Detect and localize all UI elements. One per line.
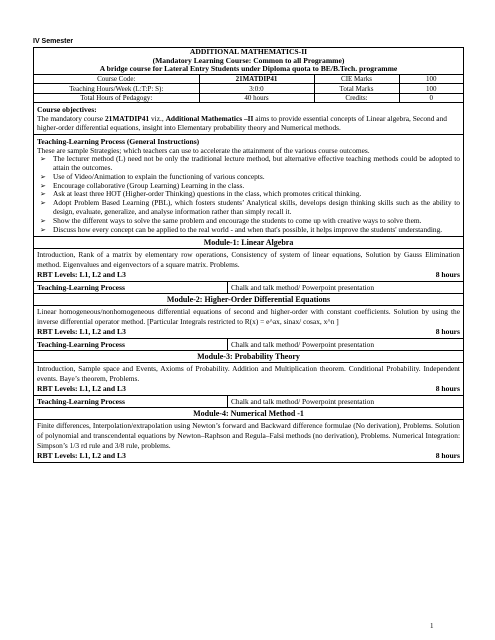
list-item — [37, 155, 460, 173]
list-item-text: The lecturer method (L) need not be only the traditional lecture method, but alternative effective teaching methods could be adopted to attain the outcomes. — [53, 154, 460, 173]
rbt-levels: RBT Levels: L1, L2 and L3 — [37, 327, 126, 337]
bullet-arrow-icon: ➢ — [40, 225, 46, 234]
rbt-levels: RBT Levels: L1, L2 and L3 — [37, 451, 126, 461]
module-tlp-row — [34, 339, 463, 351]
module-hours: 8 hours — [435, 327, 460, 337]
meta-cell: 3:0:0 — [199, 84, 314, 94]
page-number: 1 — [430, 622, 434, 630]
tlp-general-heading: Teaching-Learning Process (General Instructions) — [37, 137, 200, 147]
rbt-row — [37, 270, 460, 280]
module-title: Module-2: Higher-Order Differential Equations — [34, 294, 463, 306]
tlp-general-list — [37, 155, 460, 234]
module-body — [34, 420, 463, 462]
course-header — [34, 48, 463, 75]
tlp-label: Teaching-Learning Process — [34, 339, 228, 350]
list-item-text: Show the different ways to solve the same problem and encourage the students to come up with creative ways to solve them. — [53, 215, 422, 225]
module-body — [34, 249, 463, 282]
bullet-arrow-icon: ➢ — [40, 155, 46, 164]
bullet-arrow-icon: ➢ — [40, 199, 46, 208]
list-item — [37, 226, 460, 235]
tlp-value: Chalk and talk method/ Powerpoint presentation — [231, 397, 375, 407]
module-content: Introduction, Sample space and Events, Axioms of Probability. Addition and Multiplication theorem. Conditional Probability. Independent events. Baye’s theorem, Problems. — [37, 364, 460, 384]
meta-cell: 100 — [399, 84, 463, 94]
module-hours: 8 hours — [435, 384, 460, 394]
tlp-label: Teaching-Learning Process — [34, 282, 228, 293]
meta-cell: Course Code: — [34, 75, 199, 84]
module-body — [34, 306, 463, 339]
tlp-value: Chalk and talk method/ Powerpoint presentation — [231, 340, 375, 350]
meta-cell: Total Marks — [314, 84, 399, 94]
module-title: Module-3: Probability Theory — [34, 351, 463, 363]
list-item — [37, 199, 460, 217]
module-content: Linear homogeneous/nonhomogeneous differential equations of second and higher-order with constant coefficients. Solution by using the inverse differential operator method. [Particular Integrals restricted to R(x) = e^ax, sinax/ cosax, x^n ] — [37, 307, 460, 327]
bullet-arrow-icon: ➢ — [40, 172, 46, 181]
bullet-arrow-icon: ➢ — [40, 216, 46, 225]
course-meta-table — [34, 75, 463, 104]
module-tlp-row — [34, 282, 463, 294]
objectives-text-mid: viz., — [149, 114, 166, 124]
meta-row — [34, 84, 463, 94]
meta-cell: 0 — [399, 93, 463, 103]
meta-cell: Credits: — [314, 93, 399, 103]
meta-cell: CIE Marks — [314, 75, 399, 84]
objectives-course-name: Additional Mathematics –II — [165, 114, 254, 124]
modules-container — [34, 237, 463, 462]
course-bridge-note: A bridge course for Lateral Entry Students under Diploma quota to BE/B.Tech. programme — [99, 64, 398, 74]
meta-row — [34, 93, 463, 103]
bullet-arrow-icon: ➢ — [40, 181, 46, 190]
tlp-general-intro: These are sample Strategies; which teachers can use to accelerate the attainment of the various course outcomes. — [37, 146, 370, 156]
module-tlp-row — [34, 396, 463, 408]
teaching-learning-general — [34, 135, 463, 237]
bullet-arrow-icon: ➢ — [40, 190, 46, 199]
objectives-text-pre: The mandatory course — [37, 114, 105, 124]
list-item-text: Ask at least three HOT (Higher-order Thinking) questions in the class, which promotes critical thinking. — [53, 189, 362, 199]
list-item-text: Use of Video/Animation to explain the functioning of various concepts. — [53, 171, 265, 181]
course-objectives — [34, 103, 463, 135]
semester-label: IV Semester — [33, 38, 74, 45]
rbt-levels: RBT Levels: L1, L2 and L3 — [37, 270, 126, 280]
module-hours: 8 hours — [435, 270, 460, 280]
meta-cell: Teaching Hours/Week (L:T:P: S): — [34, 84, 199, 94]
tlp-value: Chalk and talk method/ Powerpoint presentation — [231, 283, 375, 293]
objectives-course-code: 21MATDIP41 — [104, 114, 150, 124]
module-title: Module-4: Numerical Method -1 — [34, 408, 463, 420]
module-content: Introduction, Rank of a matrix by elementary row operations, Consistency of system of linear equations, Solution by Gauss Elimination method. Eigenvalues and eigenvectors of a square matrix. Problems. — [37, 250, 460, 270]
meta-cell: Total Hours of Pedagogy: — [34, 93, 199, 103]
syllabus-document — [33, 47, 464, 463]
module-content: Finite differences, Interpolation/extrapolation using Newton’s forward and Backward difference formulae (No derivation), Problems. Solution of polynomial and transcendental equations by Newton–Raphson and Regula–Falsi methods (no derivation), Problems. Numerical Integration: Simpson’s 1/3 rd rule and 3/8 rule, problems. — [37, 421, 460, 451]
list-item-text: Encourage collaborative (Group Learning) Learning in the class. — [53, 180, 245, 190]
objectives-heading: Course objectives: — [37, 105, 97, 115]
meta-cell: 100 — [399, 75, 463, 84]
course-title: ADDITIONAL MATHEMATICS-II — [189, 47, 308, 56]
meta-row — [34, 75, 463, 84]
rbt-row — [37, 327, 460, 337]
objectives-text-post: aims to provide essential concepts of Linear algebra, Second and higher-order differential equations, insight into Elementary probability theory and Numerical methods. — [37, 114, 447, 133]
meta-cell: 40 hours — [199, 93, 314, 103]
course-subtitle: (Mandatory Learning Course: Common to all Programme) — [152, 55, 345, 65]
rbt-levels: RBT Levels: L1, L2 and L3 — [37, 384, 126, 394]
tlp-label: Teaching-Learning Process — [34, 396, 228, 407]
module-hours: 8 hours — [435, 451, 460, 461]
list-item-text: Discuss how every concept can be applied to the real world - and when that's possible, it helps improve the students' understanding. — [53, 224, 443, 234]
module-body — [34, 363, 463, 396]
module-title: Module-1: Linear Algebra — [34, 237, 463, 249]
list-item-text: Adopt Problem Based Learning (PBL), which fosters students’ Analytical skills, develops design thinking skills such as the ability to design, evaluate, generalize, and analyse information rather than simply recall it. — [53, 198, 460, 217]
rbt-row — [37, 384, 460, 394]
rbt-row — [37, 451, 460, 461]
meta-cell: 21MATDIP41 — [199, 75, 314, 84]
